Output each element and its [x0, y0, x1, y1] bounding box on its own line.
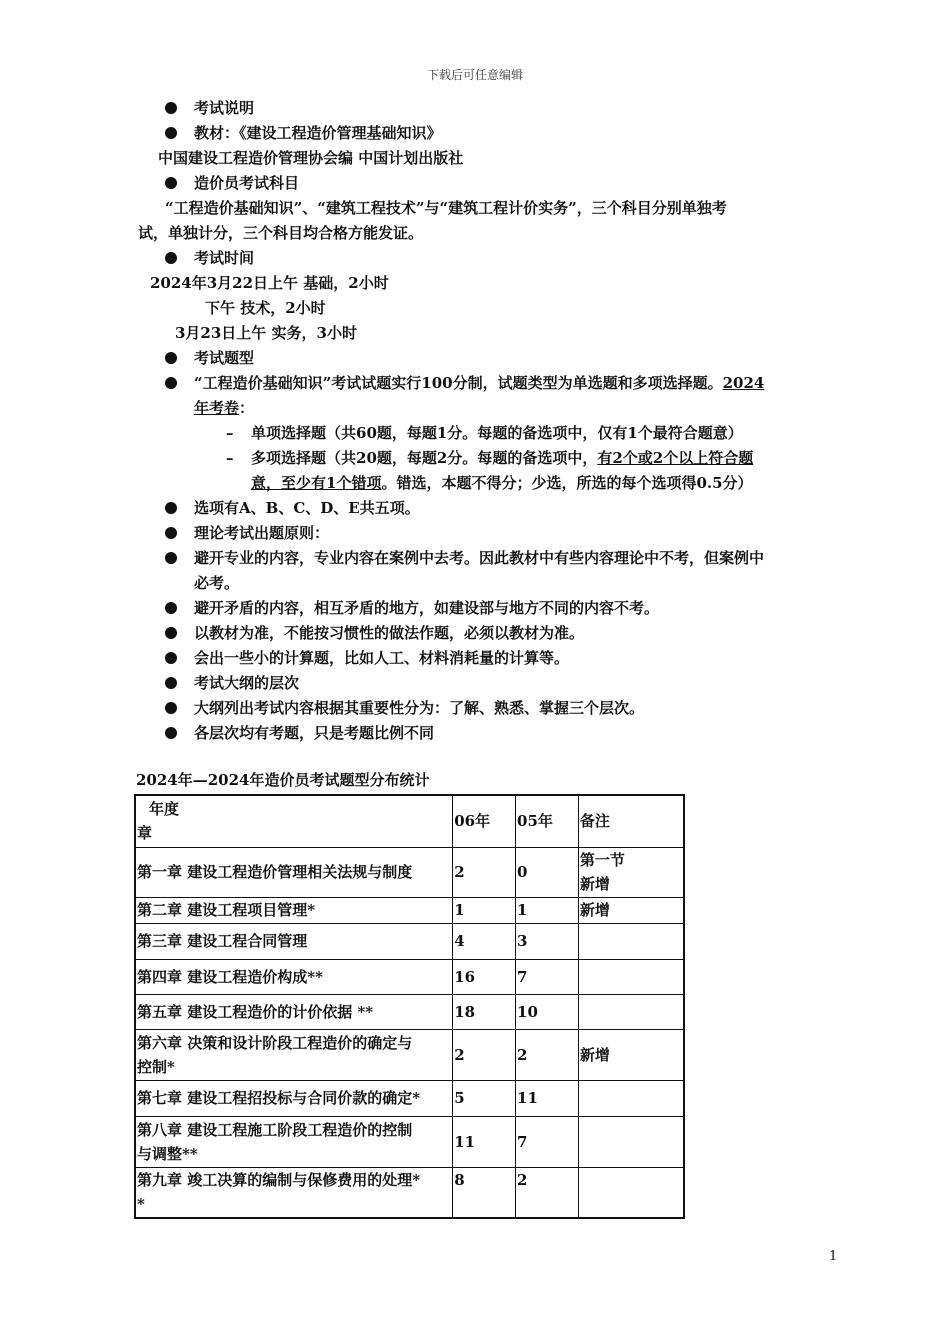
- y06-cell: 16: [453, 959, 516, 994]
- principle-3: 以教材为准，不能按习惯性的做法作题，必须以教材为准。: [194, 624, 585, 642]
- header-chapter-label: 章: [137, 824, 153, 843]
- page-header-note: 下载后可任意编辑: [426, 68, 523, 82]
- question-type-desc-line1: “工程造价基础知识”考试试题实行100分制，试题类型为单选题和多项选择题。2024: [194, 374, 765, 392]
- y05-cell: 3: [516, 923, 579, 959]
- chapter-cell: 第五章 建设工程造价的计价依据 **: [135, 994, 453, 1029]
- dash-marker: –: [226, 449, 234, 467]
- principle-2: 避开矛盾的内容，相互矛盾的地方，如建设部与地方不同的内容不考。: [194, 599, 660, 617]
- principle-4: 会出一些小的计算题，比如人工、材料消耗量的计算等。: [194, 649, 570, 667]
- bullet-icon: [165, 702, 177, 714]
- bullet-icon: [165, 652, 177, 664]
- y06-cell: 8: [453, 1167, 516, 1218]
- table-row: [135, 897, 684, 923]
- y05-cell: 2: [516, 1167, 579, 1218]
- bullet-icon: [165, 602, 177, 614]
- note-cell: 新增: [578, 897, 684, 923]
- section-principles: 理论考试出题原则：: [194, 524, 330, 542]
- dash-marker: –: [226, 424, 234, 442]
- table-row: [135, 1029, 684, 1080]
- bullet-icon: [165, 177, 177, 189]
- chapter-line: 第九章 竣工决算的编制与保修费用的处理*: [137, 1170, 421, 1189]
- options-desc: 选项有A、B、C、D、E共五项。: [194, 499, 420, 517]
- table-title: 2024年—2024年造价员考试题型分布统计: [136, 771, 430, 789]
- section-outline-levels: 考试大纲的层次: [194, 674, 300, 692]
- note-cell: [578, 1167, 684, 1218]
- question-distribution-table: [134, 794, 685, 1219]
- exam-time-line3: 3月23日上午 实务，3小时: [175, 324, 357, 342]
- y06-cell: 1: [453, 897, 516, 923]
- multi-choice-desc-line1: 多项选择题（共20题，每题2分。每题的备选项中，有2个或2个以上符合题: [251, 449, 754, 467]
- bullet-icon: [165, 352, 177, 364]
- outline-levels-note: 各层次均有考题，只是考题比例不同: [194, 724, 435, 742]
- chapter-line: 第八章 建设工程施工阶段工程造价的控制: [137, 1120, 413, 1139]
- section-exam-intro: 考试说明: [194, 99, 255, 117]
- subjects-paragraph-line1: “工程造价基础知识”、“建筑工程技术”与“建筑工程计价实务”，三个科目分别单独考: [165, 199, 727, 217]
- y05-cell: 7: [516, 1116, 579, 1167]
- bullet-icon: [165, 377, 177, 389]
- chapter-cell: 第四章 建设工程造价构成**: [135, 959, 453, 994]
- y06-cell: 2: [453, 1029, 516, 1080]
- note-cell: [578, 1080, 684, 1116]
- y05-cell: 11: [516, 1080, 579, 1116]
- table-header-row: [135, 795, 684, 847]
- note-cell: [578, 1116, 684, 1167]
- bullet-icon: [165, 527, 177, 539]
- chapter-line: 与调整**: [137, 1144, 198, 1163]
- section-exam-time: 考试时间: [194, 249, 255, 267]
- note-line: 新增: [579, 875, 610, 893]
- table-row: [135, 994, 684, 1029]
- y06-cell: 11: [453, 1116, 516, 1167]
- table-row: [135, 1116, 684, 1167]
- note-cell: [578, 847, 684, 897]
- bullet-icon: [165, 127, 177, 139]
- header-06-cell: 06年: [453, 795, 516, 847]
- y05-cell: 7: [516, 959, 579, 994]
- section-question-types: 考试题型: [194, 349, 255, 367]
- y06-cell: 5: [453, 1080, 516, 1116]
- principle-1-line2: 必考。: [194, 574, 240, 592]
- table-row: [135, 1080, 684, 1116]
- subjects-paragraph-line2: 试，单独计分，三个科目均合格方能发证。: [138, 224, 424, 242]
- bullet-icon: [165, 252, 177, 264]
- y06-cell: 4: [453, 923, 516, 959]
- y05-cell: 0: [516, 847, 579, 897]
- chapter-cell: [135, 1167, 453, 1218]
- table-row: [135, 959, 684, 994]
- note-cell: [578, 923, 684, 959]
- note-cell: [578, 959, 684, 994]
- page-number: 1: [829, 1249, 838, 1264]
- chapter-cell: 第三章 建设工程合同管理: [135, 923, 453, 959]
- header-year-label: 年度: [149, 800, 180, 819]
- header-note-cell: 备注: [578, 795, 684, 847]
- chapter-cell: 第七章 建设工程招投标与合同价款的确定*: [135, 1080, 453, 1116]
- publisher-line: 中国建设工程造价管理协会编 中国计划出版社: [158, 149, 464, 167]
- chapter-line: 控制*: [137, 1057, 175, 1076]
- chapter-cell: 第二章 建设工程项目管理*: [135, 897, 453, 923]
- note-line: 第一节: [579, 851, 625, 869]
- outline-levels-desc: 大纲列出考试内容根据其重要性分为：了解、熟悉、掌握三个层次。: [194, 699, 645, 717]
- chapter-cell: 第一章 建设工程造价管理相关法规与制度: [135, 847, 453, 897]
- principle-1-line1: 避开专业的内容，专业内容在案例中去考。因此教材中有些内容理论中不考，但案例中: [194, 549, 765, 567]
- y05-cell: 2: [516, 1029, 579, 1080]
- table-row: [135, 923, 684, 959]
- question-type-desc-line2: 年考卷：: [194, 399, 255, 417]
- bullet-icon: [165, 677, 177, 689]
- y06-cell: 18: [453, 994, 516, 1029]
- y06-cell: 2: [453, 847, 516, 897]
- y05-cell: 1: [516, 897, 579, 923]
- table-row: [135, 1167, 684, 1218]
- note-cell: [578, 994, 684, 1029]
- exam-time-line1: 2024年3月22日上午 基础，2小时: [150, 274, 389, 292]
- chapter-cell: [135, 1116, 453, 1167]
- textbook-line: 教材：《建设工程造价管理基础知识》: [194, 124, 442, 142]
- note-cell: 新增: [578, 1029, 684, 1080]
- bullet-icon: [165, 627, 177, 639]
- bullet-icon: [165, 102, 177, 114]
- header-year-chapter-cell: [135, 795, 453, 847]
- table-row: [135, 847, 684, 897]
- chapter-cell: [135, 1029, 453, 1080]
- bullet-icon: [165, 727, 177, 739]
- bullet-icon: [165, 502, 177, 514]
- header-05-cell: 05年: [516, 795, 579, 847]
- multi-choice-desc-line2: 意，至少有1个错项。错选，本题不得分；少选，所选的每个选项得0.5分）: [251, 474, 753, 492]
- exam-time-line2: 下午 技术，2小时: [205, 299, 326, 317]
- bullet-icon: [165, 552, 177, 564]
- section-subjects: 造价员考试科目: [194, 174, 300, 192]
- chapter-line: 第六章 决策和设计阶段工程造价的确定与: [137, 1033, 413, 1052]
- chapter-line: *: [137, 1194, 145, 1213]
- single-choice-desc: 单项选择题（共60题，每题1分。每题的备选项中，仅有1个最符合题意）: [251, 424, 743, 442]
- y05-cell: 10: [516, 994, 579, 1029]
